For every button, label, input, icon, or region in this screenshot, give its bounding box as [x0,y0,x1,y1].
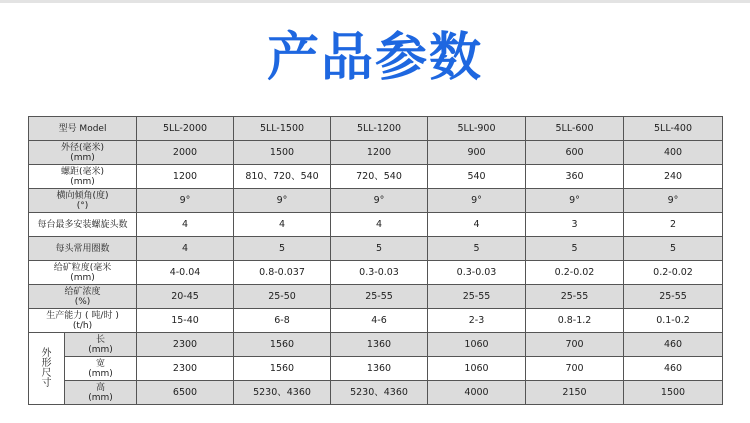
dimensions-group-label: 外形尺寸 [29,333,65,405]
value-cell: 9° [234,189,331,213]
value-cell: 2000 [137,141,234,165]
value-cell: 2 [624,213,723,237]
value-cell: 5 [624,237,723,261]
value-cell: 1500 [234,141,331,165]
value-cell: 5 [428,237,526,261]
row-label: 生产能力 ( 吨/时 ) (t/h) [29,309,137,333]
table-row [29,261,723,285]
value-cell: 3 [526,213,624,237]
value-cell: 1060 [428,357,526,381]
value-cell: 0.8-0.037 [234,261,331,285]
value-cell: 9° [137,189,234,213]
value-cell: 25-55 [331,285,428,309]
value-cell: 4 [137,237,234,261]
value-cell: 5230、4360 [331,381,428,405]
value-cell: 20-45 [137,285,234,309]
table-row [29,309,723,333]
model-cell: 5LL-900 [428,117,526,141]
table-row [29,141,723,165]
value-cell: 1560 [234,357,331,381]
row-label: 型号 Model [29,117,137,141]
value-cell: 1360 [331,357,428,381]
value-cell: 9° [624,189,723,213]
value-cell: 1060 [428,333,526,357]
row-label: 横向倾角(度) (°) [29,189,137,213]
value-cell: 1360 [331,333,428,357]
table-row [29,237,723,261]
value-cell: 460 [624,333,723,357]
value-cell: 0.1-0.2 [624,309,723,333]
row-label: 给矿粒度(毫米 (mm) [29,261,137,285]
value-cell: 6500 [137,381,234,405]
value-cell: 9° [331,189,428,213]
value-cell: 1500 [624,381,723,405]
value-cell: 25-55 [526,285,624,309]
value-cell: 5 [526,237,624,261]
row-label: 给矿浓度 (%) [29,285,137,309]
table-header-row [29,117,723,141]
model-cell: 5LL-600 [526,117,624,141]
table-row [29,381,723,405]
value-cell: 540 [428,165,526,189]
value-cell: 4 [137,213,234,237]
model-cell: 5LL-1500 [234,117,331,141]
value-cell: 1560 [234,333,331,357]
table-row [29,357,723,381]
value-cell: 1200 [331,141,428,165]
model-cell: 5LL-400 [624,117,723,141]
value-cell: 25-55 [428,285,526,309]
value-cell: 5 [234,237,331,261]
page-title: 产品参数 [266,28,483,88]
table-row [29,189,723,213]
row-label: 高 (mm) [65,381,137,405]
value-cell: 4000 [428,381,526,405]
value-cell: 700 [526,357,624,381]
value-cell: 4 [234,213,331,237]
value-cell: 0.8-1.2 [526,309,624,333]
table-row [29,165,723,189]
top-divider [0,0,750,3]
value-cell: 2-3 [428,309,526,333]
value-cell: 600 [526,141,624,165]
table-row [29,333,723,357]
value-cell: 360 [526,165,624,189]
value-cell: 15-40 [137,309,234,333]
value-cell: 0.3-0.03 [428,261,526,285]
row-label: 宽 (mm) [65,357,137,381]
value-cell: 1200 [137,165,234,189]
value-cell: 9° [526,189,624,213]
table-row [29,213,723,237]
value-cell: 700 [526,333,624,357]
row-label: 外径(毫米) (mm) [29,141,137,165]
value-cell: 900 [428,141,526,165]
value-cell: 5 [331,237,428,261]
value-cell: 810、720、540 [234,165,331,189]
value-cell: 2300 [137,357,234,381]
row-label: 螺距(毫米) (mm) [29,165,137,189]
value-cell: 0.2-0.02 [526,261,624,285]
value-cell: 2300 [137,333,234,357]
value-cell: 0.2-0.02 [624,261,723,285]
value-cell: 400 [624,141,723,165]
row-label: 长 (mm) [65,333,137,357]
model-cell: 5LL-1200 [331,117,428,141]
value-cell: 25-55 [624,285,723,309]
value-cell: 25-50 [234,285,331,309]
value-cell: 720、540 [331,165,428,189]
value-cell: 9° [428,189,526,213]
value-cell: 4 [331,213,428,237]
value-cell: 5230、4360 [234,381,331,405]
value-cell: 0.3-0.03 [331,261,428,285]
value-cell: 4 [428,213,526,237]
value-cell: 4-6 [331,309,428,333]
table-row [29,285,723,309]
spec-table [28,116,723,405]
row-label: 每头常用圈数 [29,237,137,261]
value-cell: 4-0.04 [137,261,234,285]
value-cell: 6-8 [234,309,331,333]
value-cell: 240 [624,165,723,189]
value-cell: 460 [624,357,723,381]
row-label: 每台最多安装螺旋头数 [29,213,137,237]
value-cell: 2150 [526,381,624,405]
model-cell: 5LL-2000 [137,117,234,141]
